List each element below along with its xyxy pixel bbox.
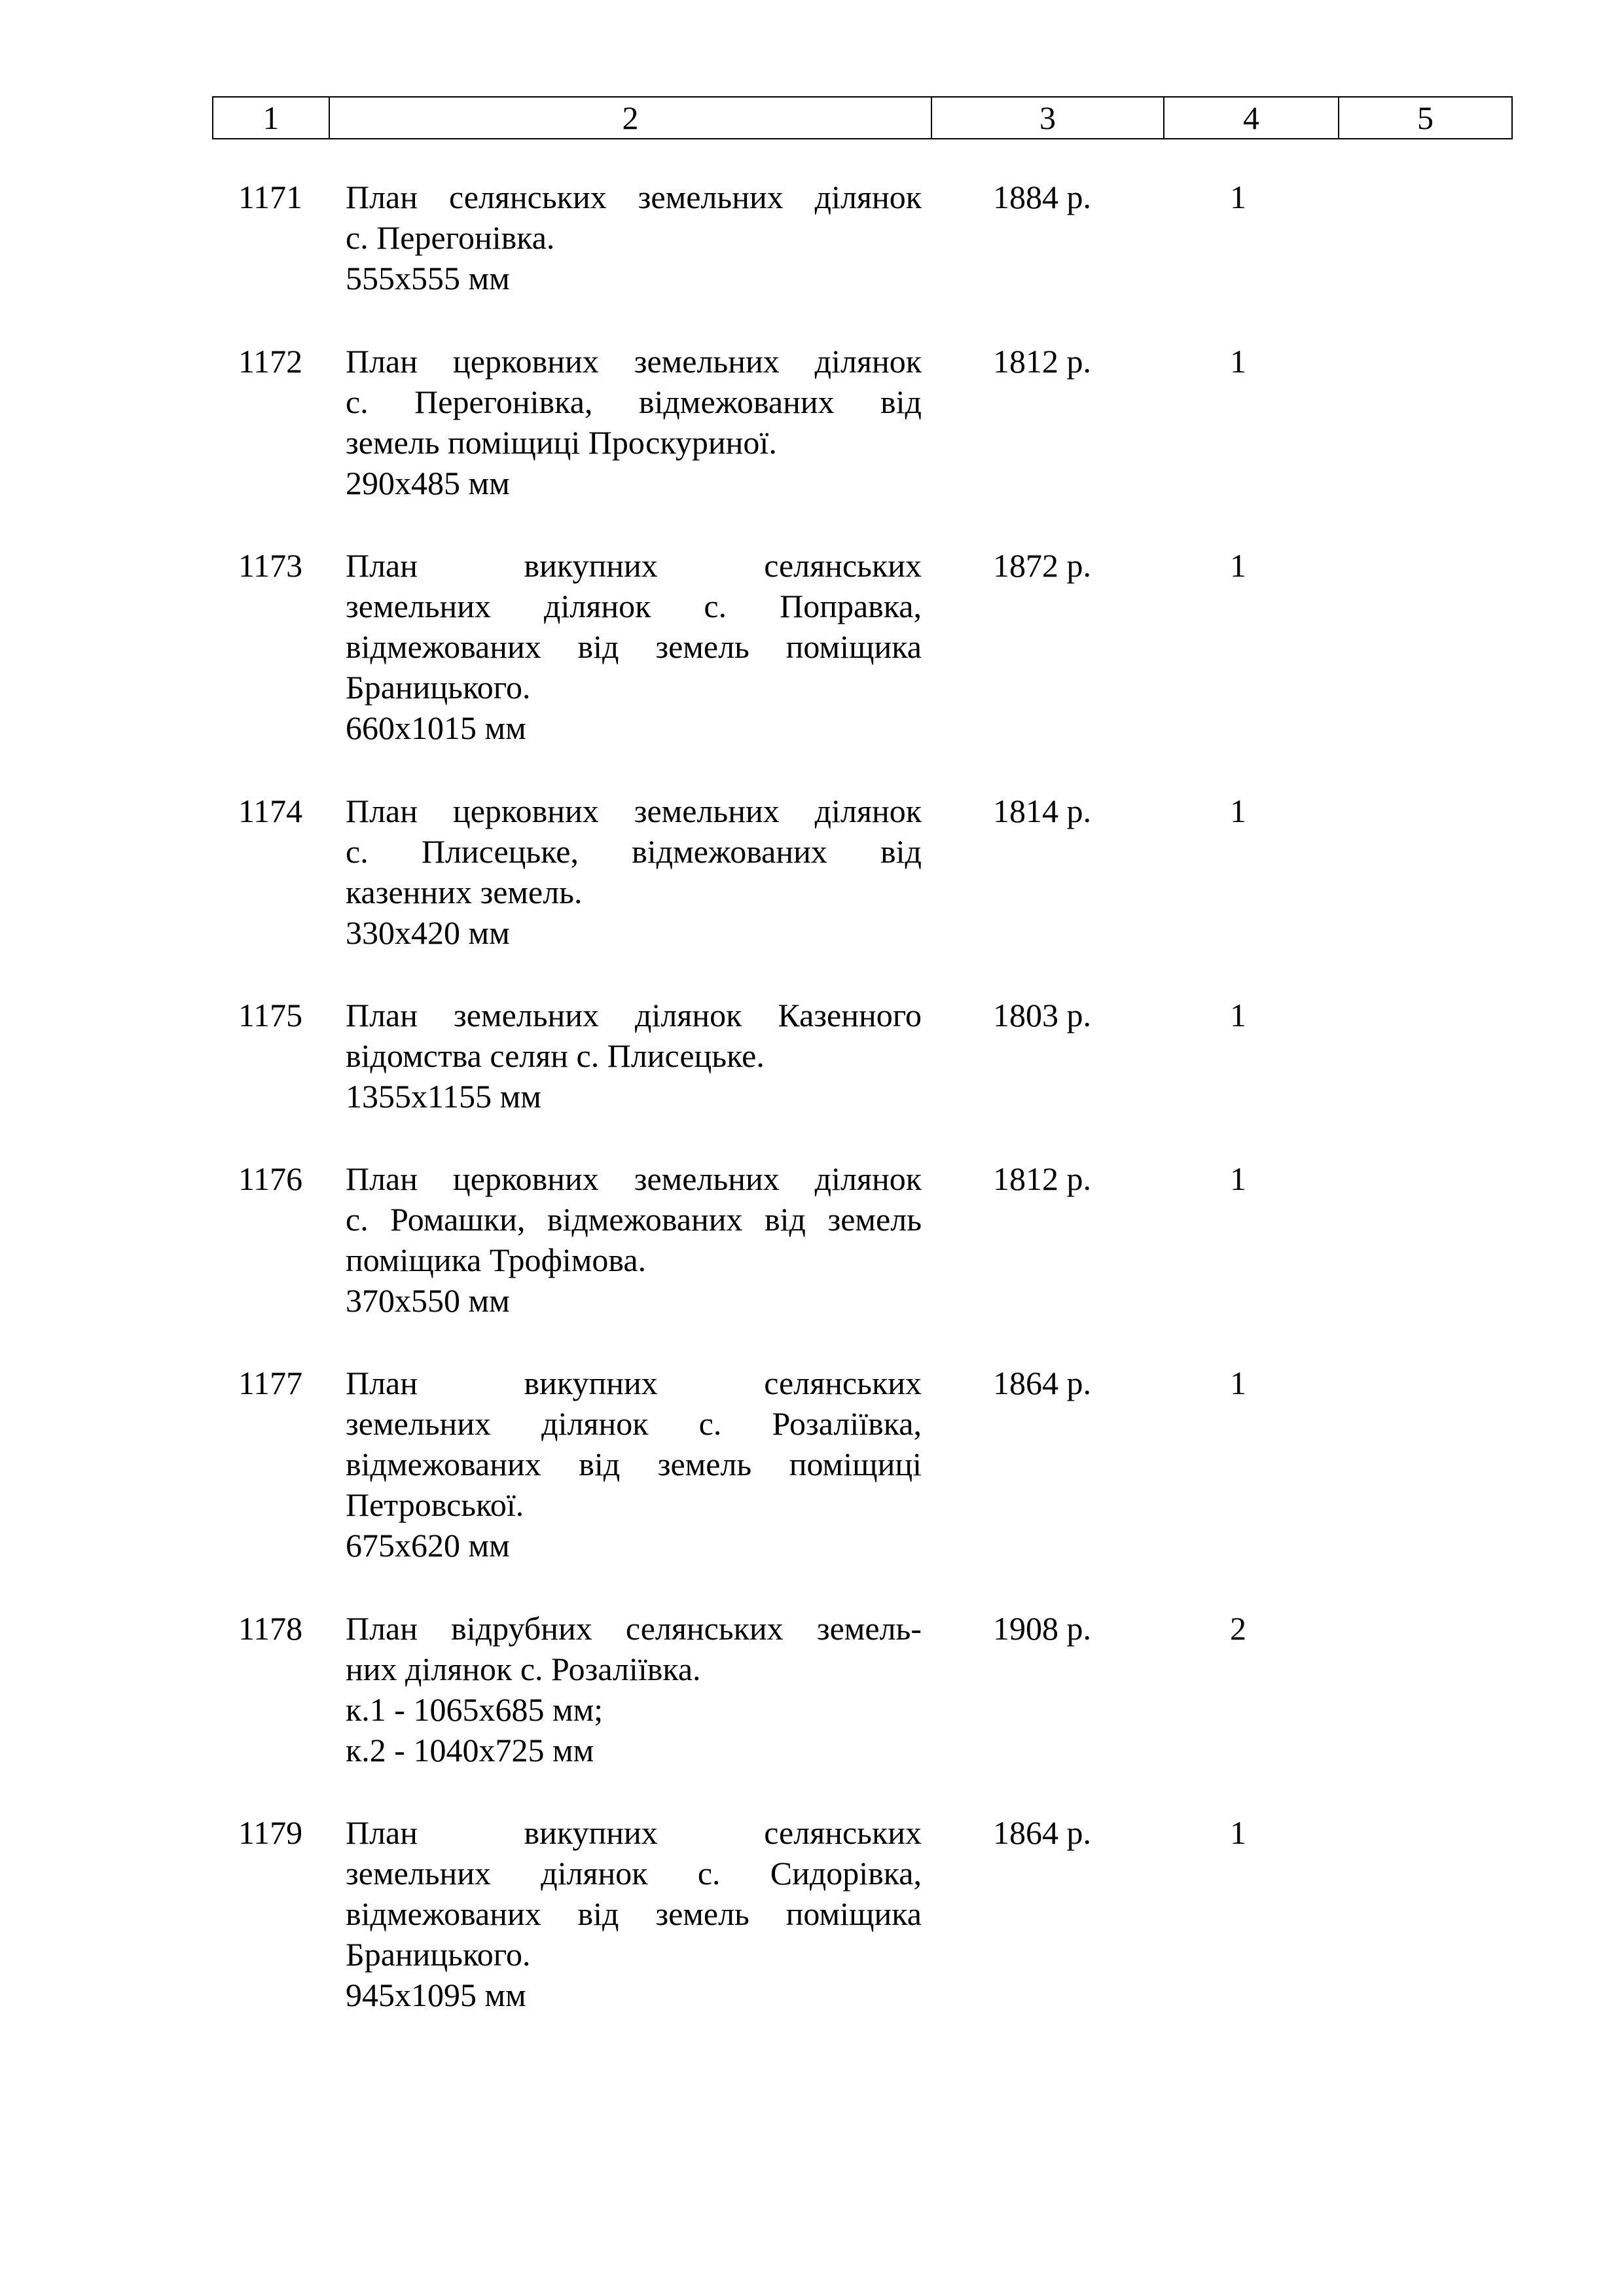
- list-item: [212, 1608, 1511, 1812]
- entry-size: 1355х1155 мм: [346, 1078, 541, 1115]
- entry-line: План селянських земельних ділянок: [346, 179, 922, 215]
- entry-size: 945х1095 мм: [346, 1977, 526, 2013]
- entry-line: Петровської.: [346, 1486, 524, 1523]
- entry-line: План церковних земельних ділянок: [346, 793, 922, 829]
- entry-date: 1908 р.: [993, 1610, 1091, 1647]
- entry-number: 1178: [238, 1610, 303, 1647]
- entry-line: відмежованих від земель поміщиці: [346, 1446, 922, 1482]
- entry-line: План земельних ділянок Казенного: [346, 997, 922, 1033]
- entry-date: 1812 р.: [993, 1160, 1091, 1197]
- entry-date: 1864 р.: [993, 1814, 1091, 1851]
- entry-count: 1: [1230, 1814, 1246, 1851]
- entry-line: Браницького.: [346, 669, 531, 706]
- entry-line: к.1 - 1065х685 мм;: [346, 1691, 604, 1728]
- entry-date: 1872 р.: [993, 547, 1091, 584]
- entry-description: [346, 1608, 922, 1770]
- entry-number: 1177: [238, 1365, 303, 1401]
- entry-description: [346, 1363, 922, 1566]
- entry-description: [346, 177, 922, 298]
- entry-description: [346, 341, 922, 503]
- entry-line: с. Плисецьке, відмежованих від: [346, 833, 922, 870]
- entry-description: [346, 995, 922, 1117]
- entry-size: 555х555 мм: [346, 260, 510, 296]
- entry-line: с. Перегонівка, відмежованих від: [346, 384, 922, 420]
- entry-line: План церковних земельних ділянок: [346, 343, 922, 380]
- entry-description: [346, 791, 922, 953]
- entry-line: Браницького.: [346, 1936, 531, 1973]
- entry-line: План викупних селянських: [346, 1365, 922, 1401]
- entry-line: земель поміщиці Проскуриної.: [346, 424, 777, 461]
- entry-line: земельних ділянок с. Сидорівка,: [346, 1855, 922, 1892]
- column-header-2: 2: [329, 97, 931, 139]
- column-header-1: 1: [213, 97, 329, 139]
- entry-number: 1175: [238, 997, 303, 1033]
- entry-description: [346, 545, 922, 748]
- entry-description: [346, 1812, 922, 2015]
- column-header-row: [213, 97, 1512, 139]
- entry-line: План церковних земельних ділянок: [346, 1160, 922, 1197]
- list-item: [212, 341, 1511, 545]
- entry-number: 1171: [238, 179, 303, 215]
- entry-size: 290х485 мм: [346, 465, 510, 501]
- entry-line: План викупних селянських: [346, 1814, 922, 1851]
- list-item: [212, 995, 1511, 1158]
- entry-line: земельних ділянок с. Поправка,: [346, 588, 922, 624]
- entry-line: казенних земель.: [346, 874, 583, 910]
- entry-date: 1884 р.: [993, 179, 1091, 215]
- entry-count: 1: [1230, 793, 1246, 829]
- entry-line: План викупних селянських: [346, 547, 922, 584]
- entry-date: 1864 р.: [993, 1365, 1091, 1401]
- entry-number: 1179: [238, 1814, 303, 1851]
- entry-date: 1814 р.: [993, 793, 1091, 829]
- entry-number: 1174: [238, 793, 303, 829]
- entry-line: поміщика Трофімова.: [346, 1242, 647, 1278]
- entry-line: відмежованих від земель поміщика: [346, 628, 922, 665]
- entry-date: 1812 р.: [993, 343, 1091, 380]
- entry-line: них ділянок с. Розаліївка.: [346, 1651, 701, 1687]
- entry-size: 370х550 мм: [346, 1282, 510, 1319]
- entry-description: [346, 1158, 922, 1321]
- entry-line: с. Перегонівка.: [346, 219, 555, 256]
- column-header-table: [212, 96, 1513, 139]
- entry-date: 1803 р.: [993, 997, 1091, 1033]
- list-item: [212, 1812, 1511, 2058]
- entry-count: 1: [1230, 179, 1246, 215]
- entries-list: [212, 177, 1511, 2058]
- entry-size: 675х620 мм: [346, 1527, 510, 1564]
- entry-line: відмежованих від земель поміщика: [346, 1895, 922, 1932]
- list-item: [212, 545, 1511, 791]
- entry-size: 660х1015 мм: [346, 709, 526, 746]
- entry-count: 2: [1230, 1610, 1246, 1647]
- entry-count: 1: [1230, 547, 1246, 584]
- entry-line: с. Ромашки, відмежованих від земель: [346, 1201, 922, 1238]
- entry-number: 1173: [238, 547, 303, 584]
- list-item: [212, 177, 1511, 341]
- column-header-5: 5: [1339, 97, 1512, 139]
- column-header-3: 3: [931, 97, 1164, 139]
- list-item: [212, 791, 1511, 995]
- entry-line: земельних ділянок с. Розаліївка,: [346, 1405, 922, 1442]
- entry-number: 1176: [238, 1160, 303, 1197]
- list-item: [212, 1363, 1511, 1608]
- entry-line: План відрубних селянських земель-: [346, 1610, 922, 1647]
- entry-count: 1: [1230, 343, 1246, 380]
- entry-count: 1: [1230, 1365, 1246, 1401]
- entry-size: к.2 - 1040х725 мм: [346, 1732, 594, 1768]
- entry-count: 1: [1230, 997, 1246, 1033]
- entry-number: 1172: [238, 343, 303, 380]
- entry-count: 1: [1230, 1160, 1246, 1197]
- column-header-4: 4: [1164, 97, 1339, 139]
- entry-size: 330х420 мм: [346, 914, 510, 951]
- list-item: [212, 1158, 1511, 1363]
- entry-line: відомства селян с. Плисецьке.: [346, 1037, 765, 1074]
